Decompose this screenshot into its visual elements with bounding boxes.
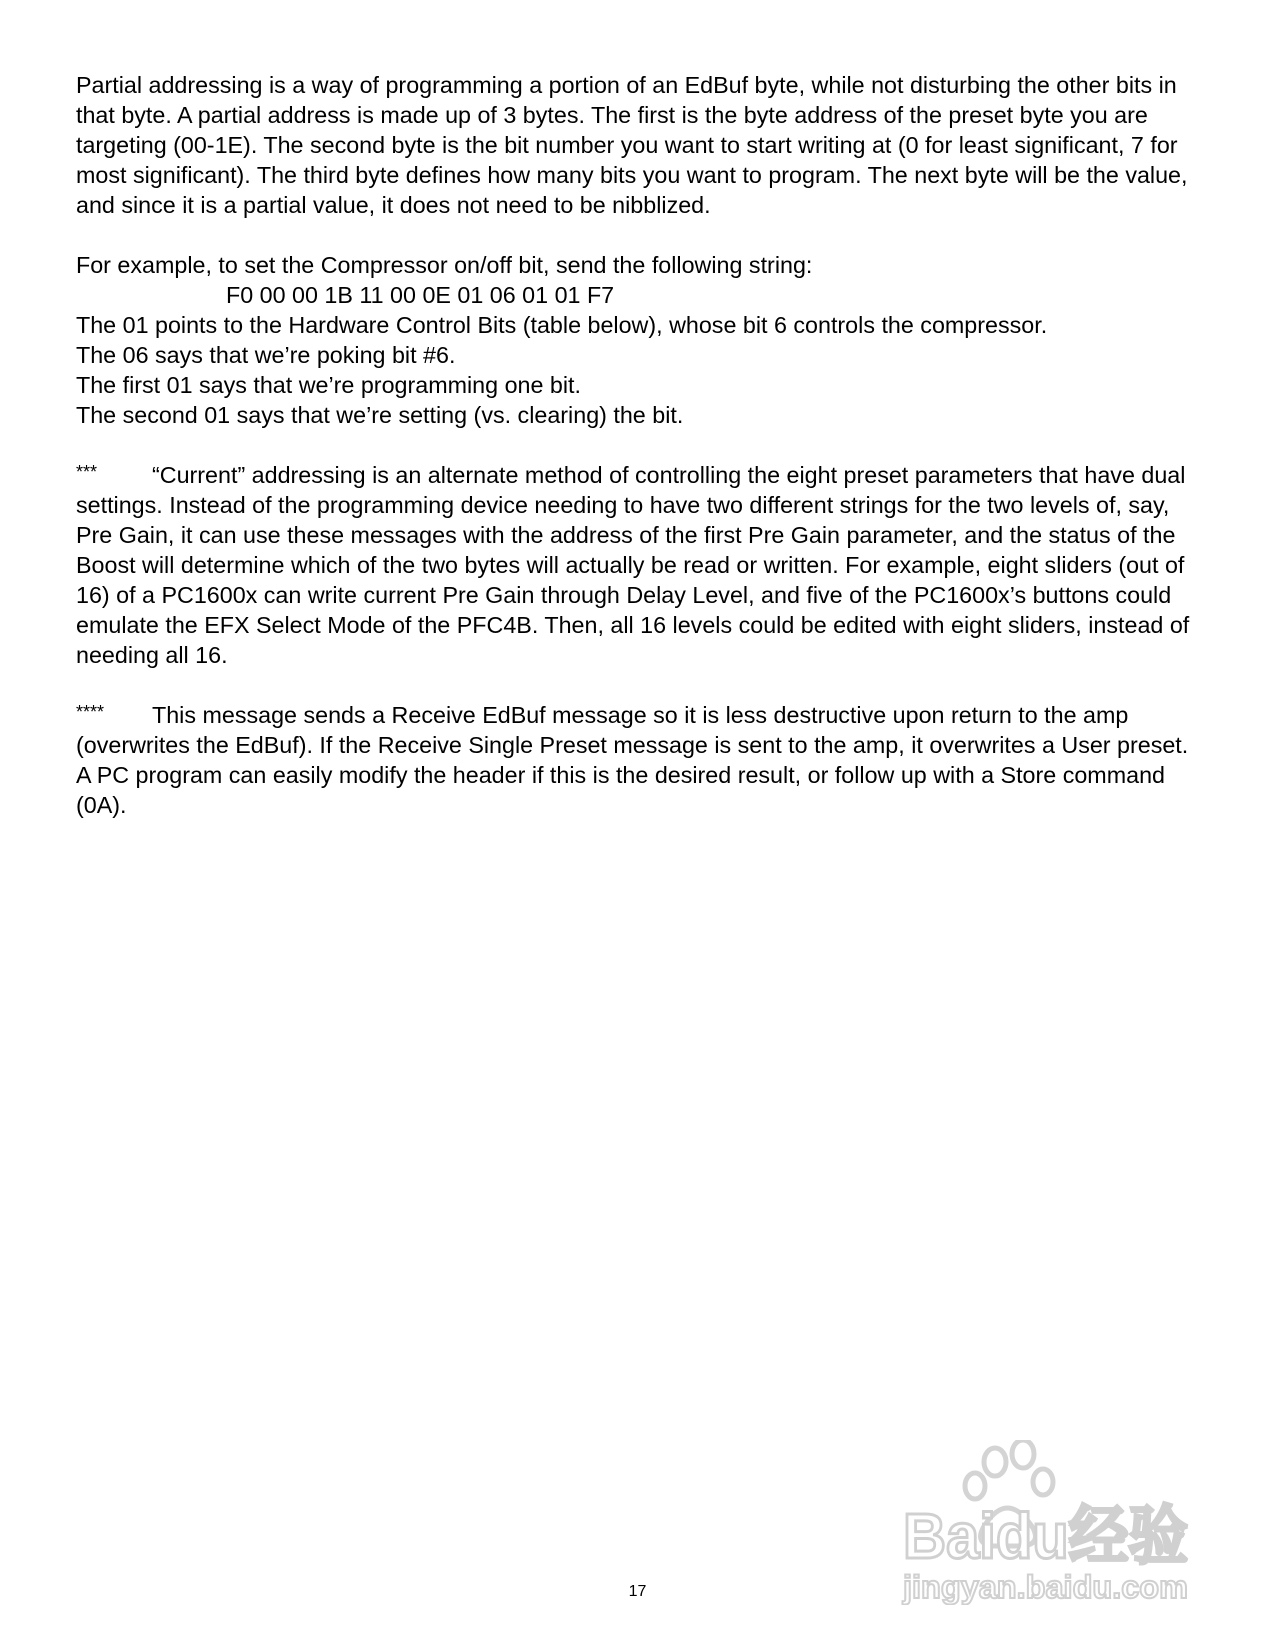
example-explanation-line-4: The second 01 says that we’re setting (vs. clearing) the bit. bbox=[76, 402, 684, 428]
footnote-marker-3: *** bbox=[76, 462, 98, 482]
receive-edbuf-text: This message sends a Receive EdBuf message so it is less destructive upon return to the amp (overwrites the EdBuf). If the Receive Single Preset message is sent to the amp, it overwrites a User preset. A PC program can easily modify the header if this is the desired result, or follow up with a Store command (0A). bbox=[76, 702, 1189, 818]
baidu-watermark bbox=[895, 1440, 1195, 1605]
document-body bbox=[76, 70, 1206, 820]
footnote-marker-4: **** bbox=[76, 702, 105, 722]
example-explanation-line-1: The 01 points to the Hardware Control Bits (table below), whose bit 6 controls the compressor. bbox=[76, 312, 1048, 338]
sysex-example-string: F0 00 00 1B 11 00 0E 01 06 01 01 F7 bbox=[226, 282, 615, 308]
current-addressing-note bbox=[76, 460, 1206, 670]
receive-edbuf-note bbox=[76, 700, 1206, 820]
page-number: 17 bbox=[628, 1583, 647, 1600]
example-explanation-line-2: The 06 says that we’re poking bit #6. bbox=[76, 342, 456, 368]
watermark-brand: Baidu经验 bbox=[903, 1500, 1188, 1572]
partial-addressing-paragraph: Partial addressing is a way of programming a portion of an EdBuf byte, while not disturbing the other bits in that byte. A partial address is made up of 3 bytes. The first is the byte address of the preset byte you are targeting (00-1E). The second byte is the bit number you want to start writing at (0 for least significant, 7 for most significant). The third byte defines how many bits you want to program. The next byte will be the value, and since it is a partial value, it does not need to be nibblized. bbox=[76, 72, 1188, 218]
watermark-url: jingyan.baidu.com bbox=[901, 1569, 1188, 1605]
current-addressing-text: “Current” addressing is an alternate method of controlling the eight preset parameters that have dual settings. Instead of the programming device needing to have two different strings for the two levels of, say, Pre Gain, it can use these messages with the address of the first Pre Gain parameter, and the status of the Boost will determine which of the two bytes will actually be read or written. For example, eight sliders (out of 16) of a PC1600x can write current Pre Gain through Delay Level, and five of the PC1600x’s buttons could emulate the EFX Select Mode of the PFC4B. Then, all 16 levels could be edited with eight sliders, instead of needing all 16. bbox=[76, 462, 1190, 668]
example-intro: For example, to set the Compressor on/off bit, send the following string: bbox=[76, 252, 813, 278]
example-explanation-line-3: The first 01 says that we’re programming one bit. bbox=[76, 372, 581, 398]
